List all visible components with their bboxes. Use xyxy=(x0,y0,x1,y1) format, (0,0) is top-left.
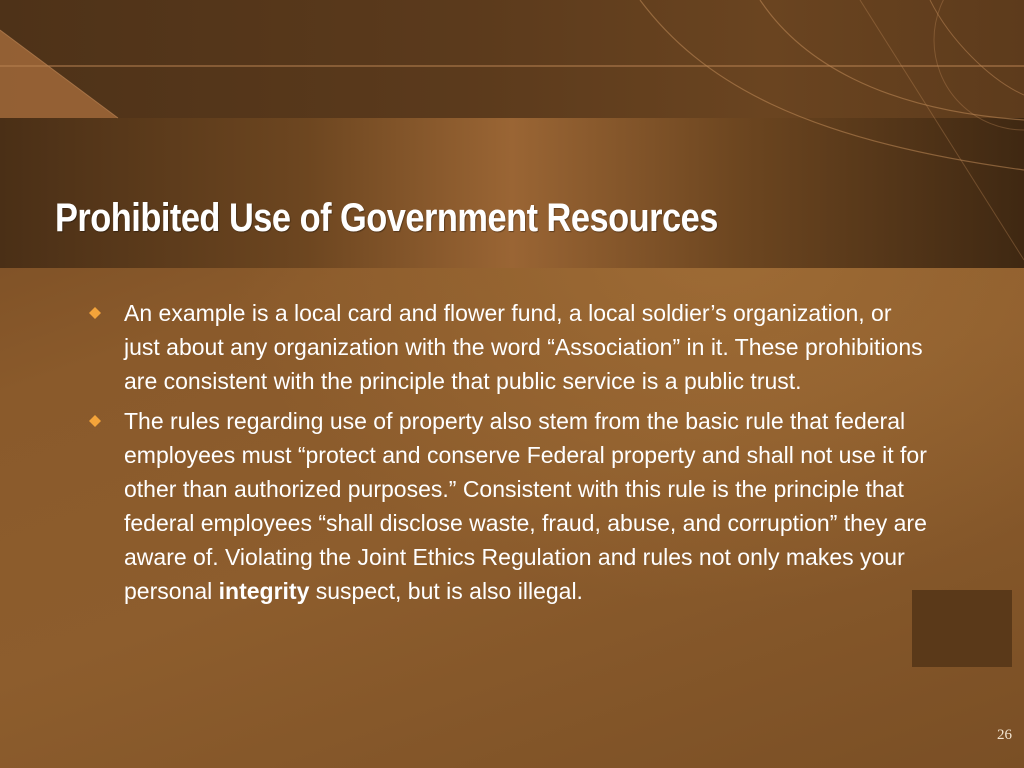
emphasis-text: integrity xyxy=(218,578,310,604)
page-number: 26 xyxy=(997,727,1012,743)
bullet-text-part: suspect, but is also illegal. xyxy=(309,578,583,604)
bullet-text xyxy=(124,408,927,604)
bullet-text: An example is a local card and flower fund, a local soldier’s organization, or just about any organization with the word “Association” in it. These prohibitions are consistent with the principle that public service is a public trust. xyxy=(124,300,923,394)
diagonal-line-decoration-2 xyxy=(860,0,1024,260)
diamond-bullet-icon xyxy=(88,414,102,428)
curve-decoration-1 xyxy=(640,0,1024,170)
bullet-text-part: The rules regarding use of property also stem from the basic rule that federal employees must “protect and conserve Federal property and shall not use it for other than authorized purposes.” Consistent with this rule is the principle that federal employees “shall disclose waste, fraud, abuse, and corruption” they are aware of. Violating the Joint Ethics Regulation and rules not only makes your personal xyxy=(124,408,927,604)
diamond-bullet-icon xyxy=(88,306,102,320)
bullet-item xyxy=(88,404,928,608)
curve-decoration-2 xyxy=(760,0,1024,120)
slide-title: Prohibited Use of Government Resources xyxy=(55,196,718,240)
bullet-item xyxy=(88,296,928,398)
bullet-list xyxy=(88,296,928,614)
